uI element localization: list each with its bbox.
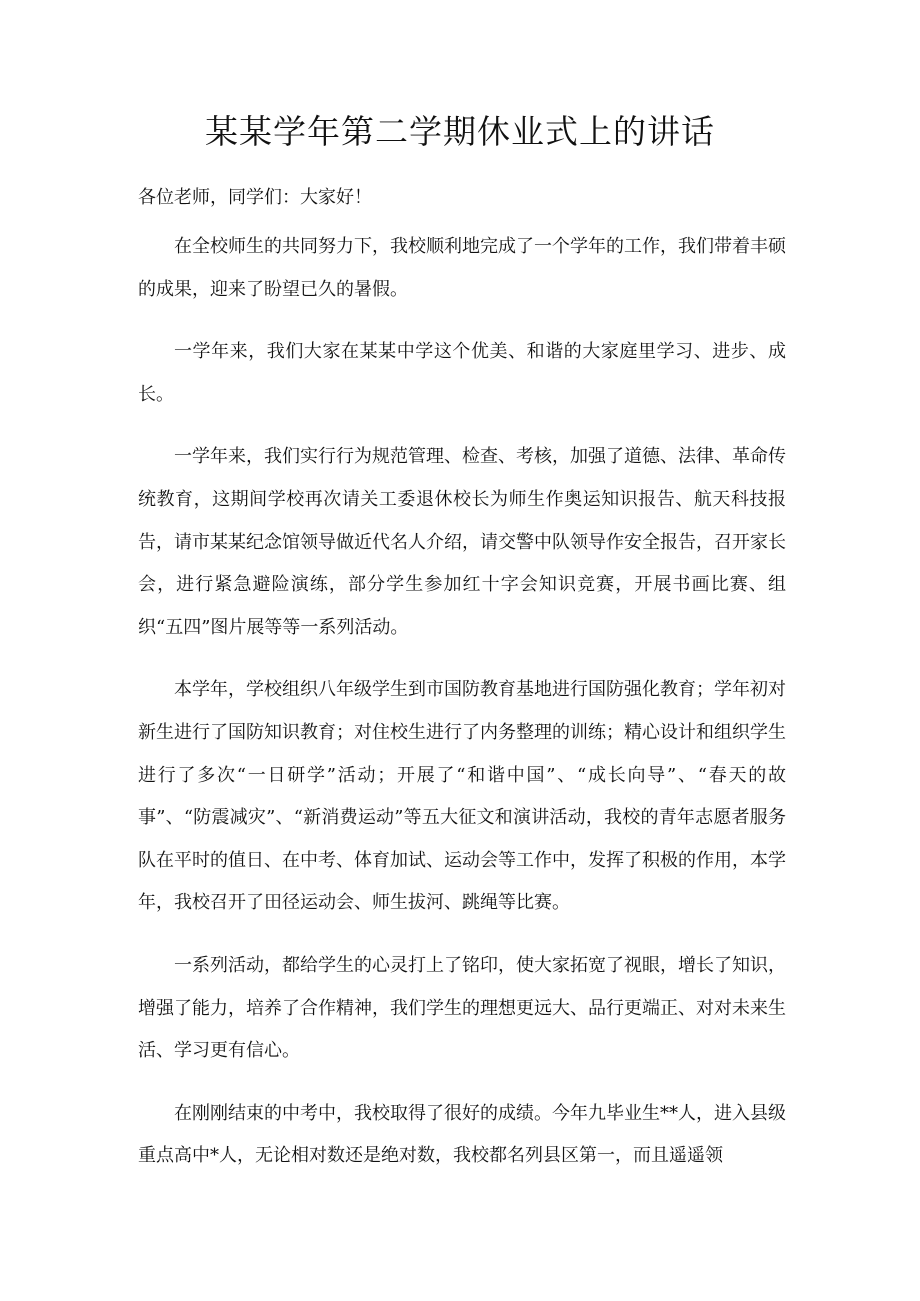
speech-body (138, 226, 786, 1198)
paragraph: 在全校师生的共同努力下，我校顺利地完成了一个学年的工作，我们带着丰硕的成果，迎来了盼望已久的暑假。 (138, 236, 786, 300)
document-title: 某某学年第二学期休业式上的讲话 (205, 112, 715, 151)
paragraph: 在刚刚结束的中考中，我校取得了很好的成绩。今年九毕业生**人，进入县级重点高中*人，无论相对数还是绝对数，我校都名列县区第一，而且遥遥领 (138, 1102, 786, 1167)
greeting-line: 各位老师，同学们：大家好！ (138, 187, 372, 208)
paragraph: 一学年来，我们实行行为规范管理、检查、考核，加强了道德、法律、革命传统教育，这期间学校再次请关工委退休校长为师生作奥运知识报告、航天科技报告，请市某某纪念馆领导做近代名人介绍，请交警中队领导作安全报告，召开家长会，进行紧急避险演练，部分学生参加红十字会知识竞赛，开展书画比赛、组织“五四”图片展等等一系列活动。 (138, 446, 786, 638)
paragraph: 本学年，学校组织八年级学生到市国防教育基地进行国防强化教育；学年初对新生进行了国防知识教育；对住校生进行了内务整理的训练；精心设计和组织学生进行了多次“一日研学”活动；开展了“和谐中国”、“成长向导”、“春天的故事”、“防震减灾”、“新消费运动”等五大征文和演讲活动，我校的青年志愿者服务队在平时的值日、在中考、体育加试、运动会等工作中，发挥了积极的作用，本学年，我校召开了田径运动会、师生拔河、跳绳等比赛。 (138, 679, 786, 914)
paragraph: 一系列活动，都给学生的心灵打上了铭印，使大家拓宽了视眼，增长了知识，增强了能力，培养了合作精神，我们学生的理想更远大、品行更端正、对对未来生活、学习更有信心。 (138, 954, 786, 1062)
paragraph: 一学年来，我们大家在某某中学这个优美、和谐的大家庭里学习、进步、成长。 (138, 341, 786, 405)
